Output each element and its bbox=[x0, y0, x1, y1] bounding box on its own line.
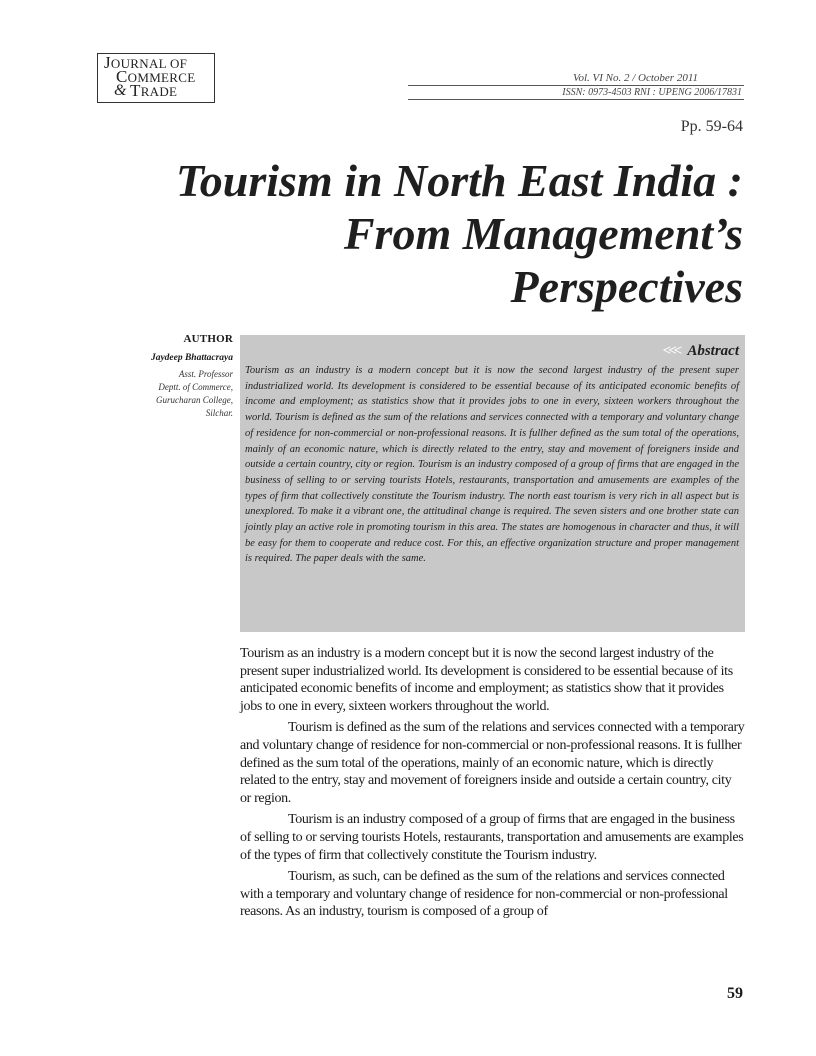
title-line: Perspectives bbox=[510, 261, 743, 312]
abstract-text: Tourism as an industry is a modern concept but it is now the second largest industry of the present super industrialized world. Its development is considered to be essential because of its anticipated economic benefits of income and employment; as statistics show that it provides jobs to one in every, sixteen workers throughout the world. Tourism is defined as the sum of the relations and services connected with a temporary and voluntary change of residence for non-commercial or non-professional reasons. It is fullher defined as the sum total of the operations, mainly of an economic nature, which is directly related to the entry, stay and movement of foreigners inside and outside a certain country, city or region. Tourism is an industry composed of a group of firms that are engaged in the business of selling to or serving tourists Hotels, restaurants, transportation and amusements are examples of the types of firm that collectively constitute the Tourism industry. The north east tourism is very rich in all aspect but is unexplored. To make it a vibrant one, the attitudinal change is required. The seven sisters and one brother state can jointly play an active role in promoting tourism in this area. The states are homogenous in character and thus, it will be easy for them to cooperate and reduce cost. For this, an effective organization structure and proper management is required. The paper deals with the same. bbox=[245, 365, 739, 565]
abstract-heading bbox=[245, 343, 739, 363]
body-paragraph: Tourism is defined as the sum of the relations and services connected with a temporary and voluntary change of residence for non-commercial or non-professional reasons. It is fullher defined as the sum total of the operations, mainly of an economic nature, which is directly related to the entry, stay and movement of foreigners inside and outside a certain country, city or region. bbox=[240, 720, 745, 806]
author-name: Jaydeep Bhattacraya bbox=[150, 353, 233, 363]
title-line: Tourism in North East India : bbox=[175, 155, 743, 206]
body-paragraph: Tourism is an industry composed of a group of firms that are engaged in the business of selling to or serving tourists Hotels, restaurants, transportation and amusements are examples of the types of firm that collectively constitute the Tourism industry. bbox=[240, 812, 744, 863]
double-chevron-left-icon: <<< bbox=[662, 343, 680, 359]
affiliation-line: Deptt. of Commerce, bbox=[158, 382, 233, 392]
issue-info: Vol. VI No. 2 / October 2011 bbox=[572, 72, 698, 84]
affiliation-line: Gurucharan College, bbox=[156, 395, 233, 405]
issn-info: ISSN: 0973-4503 RNI : UPENG 2006/17831 bbox=[408, 85, 744, 100]
page-number: 59 bbox=[727, 985, 743, 1002]
body-paragraph: Tourism as an industry is a modern concept but it is now the second largest industry of the present super industrialized world. Its development is considered to be essential because of its anticipated economic benefits of income and employment; as statistics show that it provides jobs to one in every, sixteen workers throughout the world. bbox=[240, 646, 733, 714]
affiliation-line: Asst. Professor bbox=[178, 369, 233, 379]
abstract-box bbox=[240, 335, 745, 632]
author-heading: AUTHOR bbox=[183, 333, 233, 345]
page-range: Pp. 59-64 bbox=[680, 118, 743, 135]
logo-ampersand: & bbox=[114, 82, 127, 99]
author-affiliation bbox=[93, 368, 233, 420]
paper-title bbox=[103, 154, 743, 313]
body-text bbox=[240, 645, 745, 925]
logo-line-3: TRADE bbox=[130, 81, 178, 100]
journal-logo bbox=[97, 53, 215, 103]
affiliation-line: Silchar. bbox=[205, 408, 233, 418]
logo-line-2: COMMERCE bbox=[116, 67, 196, 86]
abstract-heading-label: Abstract bbox=[687, 343, 739, 359]
body-paragraph: Tourism, as such, can be defined as the sum of the relations and services connected with a temporary and voluntary change of residence for non-commercial or non-professional reasons. As an industry, tourism is composed of a group of bbox=[240, 869, 728, 920]
title-line: From Management’s bbox=[343, 208, 743, 259]
logo-line-1: JOURNAL OF bbox=[104, 53, 188, 72]
